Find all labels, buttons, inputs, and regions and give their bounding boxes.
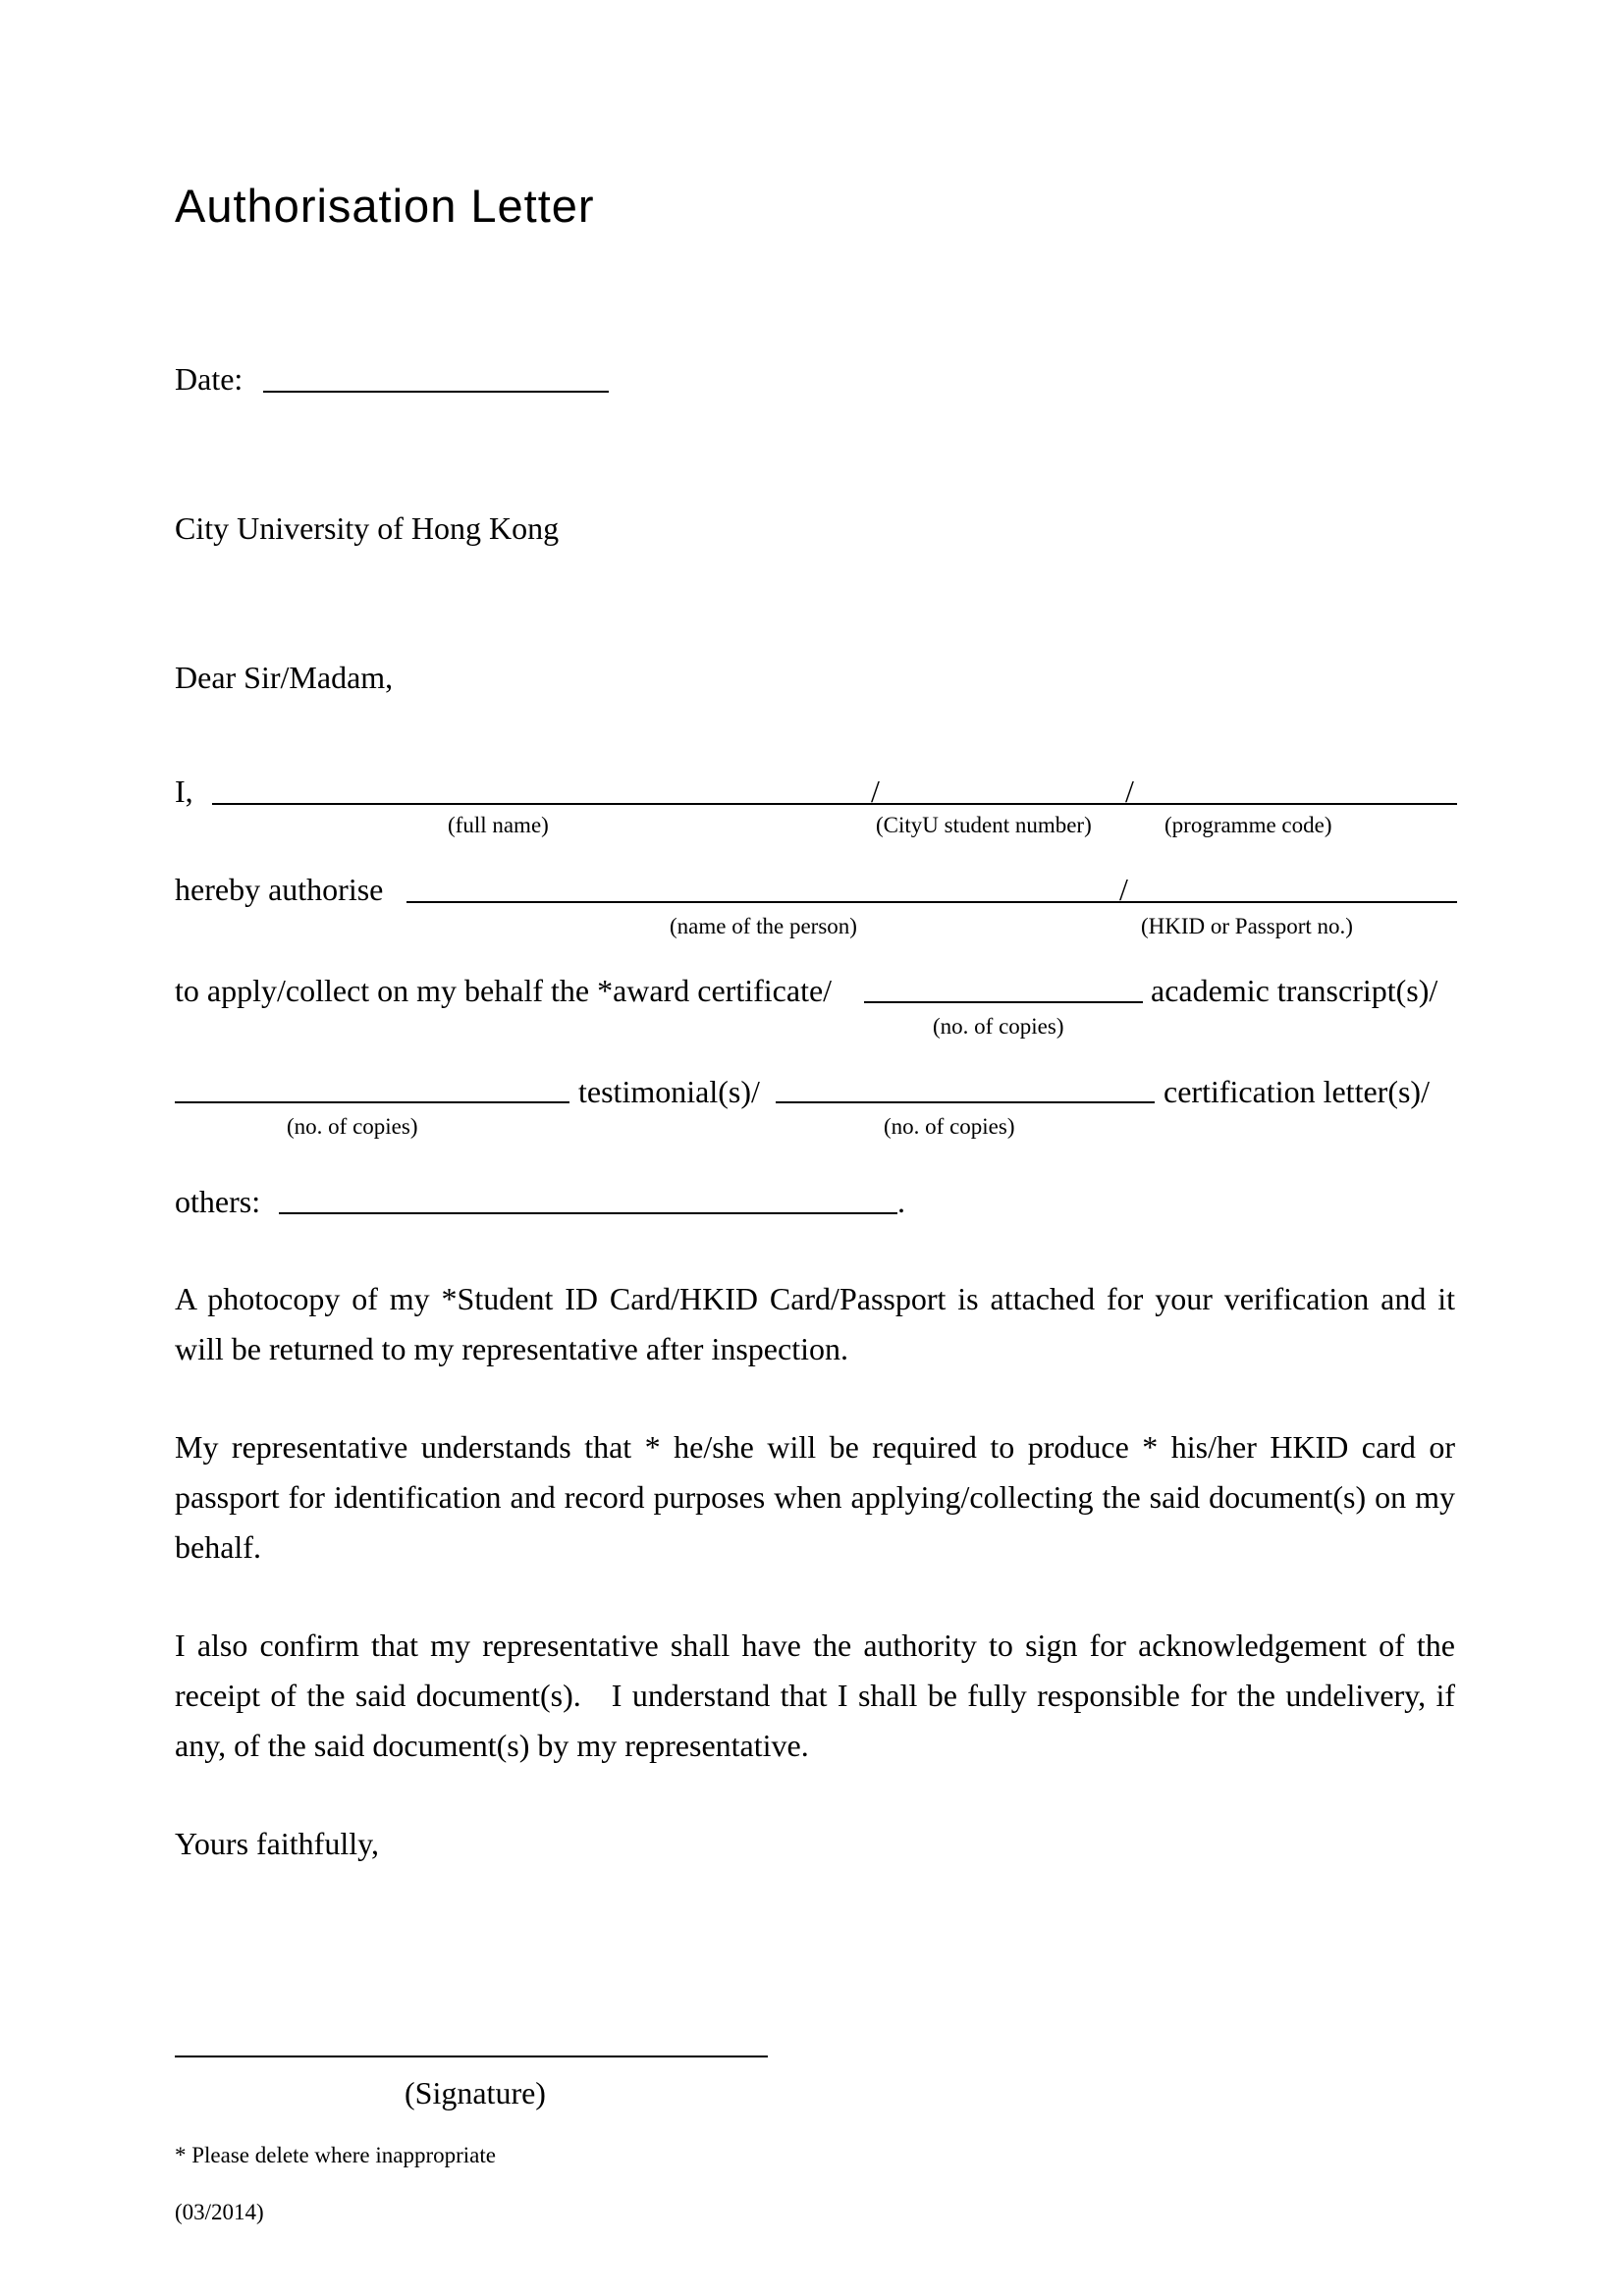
date-label: Date: [175, 361, 244, 397]
line1-separator-1: / [871, 774, 880, 809]
transcript-copies-field-line[interactable] [175, 1101, 569, 1103]
signature-line[interactable] [175, 2056, 768, 2057]
signature-caption: (Signature) [405, 2075, 546, 2110]
paragraph-photocopy: A photocopy of my *Student ID Card/HKID Card/Passport is attached for your verification and it will be returned to my representative after inspection. [175, 1281, 1455, 1366]
others-field-line[interactable] [279, 1212, 897, 1214]
caption-programme-code: (programme code) [1164, 813, 1332, 837]
version-code: (03/2014) [175, 2200, 264, 2224]
footnote: * Please delete where inappropriate [175, 2143, 496, 2167]
caption-copies-1: (no. of copies) [287, 1114, 418, 1139]
caption-hkid-passport: (HKID or Passport no.) [1141, 914, 1353, 938]
caption-full-name: (full name) [448, 813, 549, 837]
line2-prefix: hereby authorise [175, 872, 384, 907]
date-field-line[interactable] [263, 391, 609, 393]
line3-text-after: academic transcript(s)/ [1151, 973, 1438, 1008]
caption-copies-transcript: (no. of copies) [933, 1014, 1064, 1039]
line3-text-before: to apply/collect on my behalf the *award certificate/ [175, 973, 833, 1008]
line1-separator-2: / [1125, 774, 1134, 809]
caption-student-number: (CityU student number) [876, 813, 1092, 837]
testimonial-copies-field-line[interactable] [776, 1101, 1155, 1103]
award-certificate-copies-field-line[interactable] [864, 1001, 1143, 1003]
caption-copies-2: (no. of copies) [884, 1114, 1015, 1139]
recipient-name: City University of Hong Kong [175, 510, 560, 546]
caption-name-of-person: (name of the person) [670, 914, 857, 938]
line4-certification-text: certification letter(s)/ [1164, 1074, 1430, 1109]
others-period: . [897, 1184, 905, 1219]
line2-separator: / [1119, 872, 1128, 907]
line4-testimonial-text: testimonial(s)/ [578, 1074, 760, 1109]
document-title: Authorisation Letter [175, 180, 595, 232]
others-label: others: [175, 1184, 261, 1219]
salutation: Dear Sir/Madam, [175, 660, 394, 695]
paragraph-representative: My representative understands that * he/she will be required to produce * his/her HKID card or passport for identification and record purposes when applying/collecting the said document(s) on my behalf. [175, 1429, 1455, 1565]
closing: Yours faithfully, [175, 1826, 380, 1861]
full-name-field-line[interactable] [212, 803, 1457, 805]
paragraph-confirmation: I also confirm that my representative shall have the authority to sign for acknowledgement of the receipt of the said document(s). I understand that I shall be fully responsible for the undelivery, if any, of the said document(s) by my representative. [175, 1628, 1455, 1763]
authorised-person-field-line[interactable] [406, 901, 1457, 903]
line1-prefix: I, [175, 774, 193, 809]
